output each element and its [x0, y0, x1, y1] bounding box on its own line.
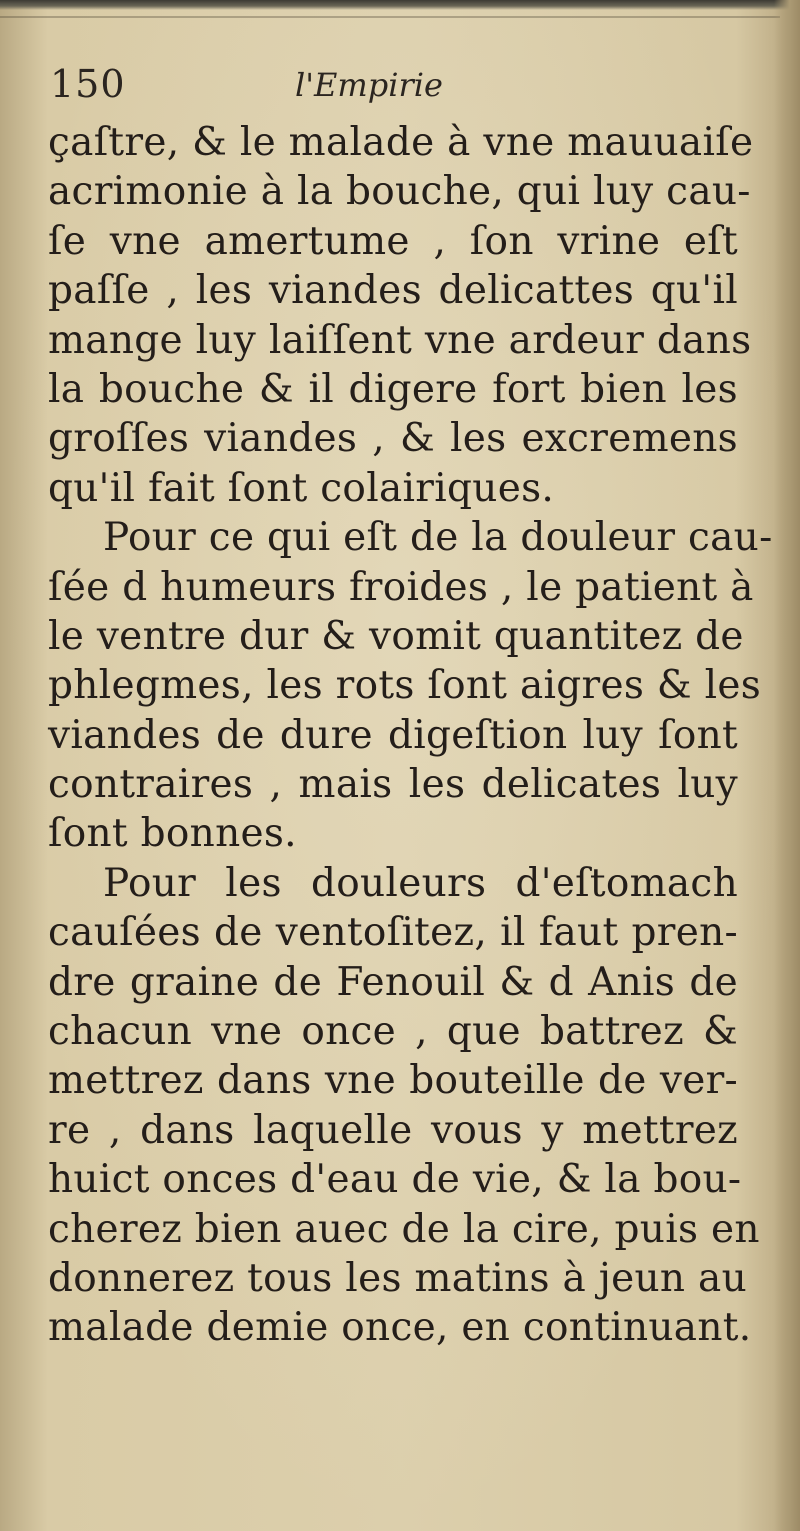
- text-line: viandes de dure digeſtion luy ſont: [48, 712, 738, 758]
- page-header: [50, 62, 750, 112]
- text-line: cherez bien auec de la cire, puis en: [48, 1206, 760, 1252]
- text-line: groſſes viandes , & les excremens: [48, 416, 738, 462]
- page-gutter-shadow: [774, 0, 800, 1531]
- text-line: donnerez tous les matins à jeun au: [48, 1255, 748, 1301]
- text-line: çaſtre, & le malade à vne mauuaiſe: [48, 120, 754, 165]
- text-line: acrimonie à la bouche, qui luy cau-: [48, 169, 751, 215]
- text-line: phlegmes, les rots ſont aigres & les: [48, 663, 762, 709]
- page-top-edge: [0, 0, 800, 10]
- text-line: qu'il fait ſont colairiques.: [48, 465, 555, 511]
- page-top-rule: [0, 16, 780, 18]
- text-line: huict onces d'eau de vie, & la bou-: [48, 1157, 742, 1203]
- running-head: l'Empirie: [295, 66, 443, 104]
- text-line: ſe vne amertume , ſon vrine eſt: [48, 218, 738, 264]
- text-line: mettrez dans vne bouteille de ver-: [48, 1058, 738, 1104]
- text-line: contraires , mais les delicates luy: [48, 762, 738, 808]
- paragraph-start-line: Pour les douleurs d'eſtomach: [103, 860, 738, 906]
- text-line: la bouche & il digere fort bien les: [48, 366, 738, 412]
- page-number: 150: [50, 62, 126, 106]
- text-line: le ventre dur & vomit quantitez de: [48, 613, 744, 659]
- text-line: mange luy laiſſent vne ardeur dans: [48, 317, 752, 363]
- text-line: malade demie once, en continuant.: [48, 1305, 752, 1351]
- text-line: dre graine de Fenouil & d Anis de: [48, 959, 738, 1005]
- text-line: re , dans laquelle vous y mettrez: [48, 1107, 738, 1153]
- text-line: ſée d humeurs froides , le patient à: [48, 564, 754, 610]
- body-text: [48, 118, 773, 1353]
- text-line: paſſe , les viandes delicattes qu'il: [48, 268, 738, 314]
- paragraph-start-line: Pour ce qui eſt de la douleur cau-: [103, 515, 773, 561]
- text-line: chacun vne once , que battrez &: [48, 1009, 738, 1055]
- text-line: cauſées de ventoſitez, il faut pren-: [48, 910, 738, 956]
- text-line: ſont bonnes.: [48, 811, 297, 857]
